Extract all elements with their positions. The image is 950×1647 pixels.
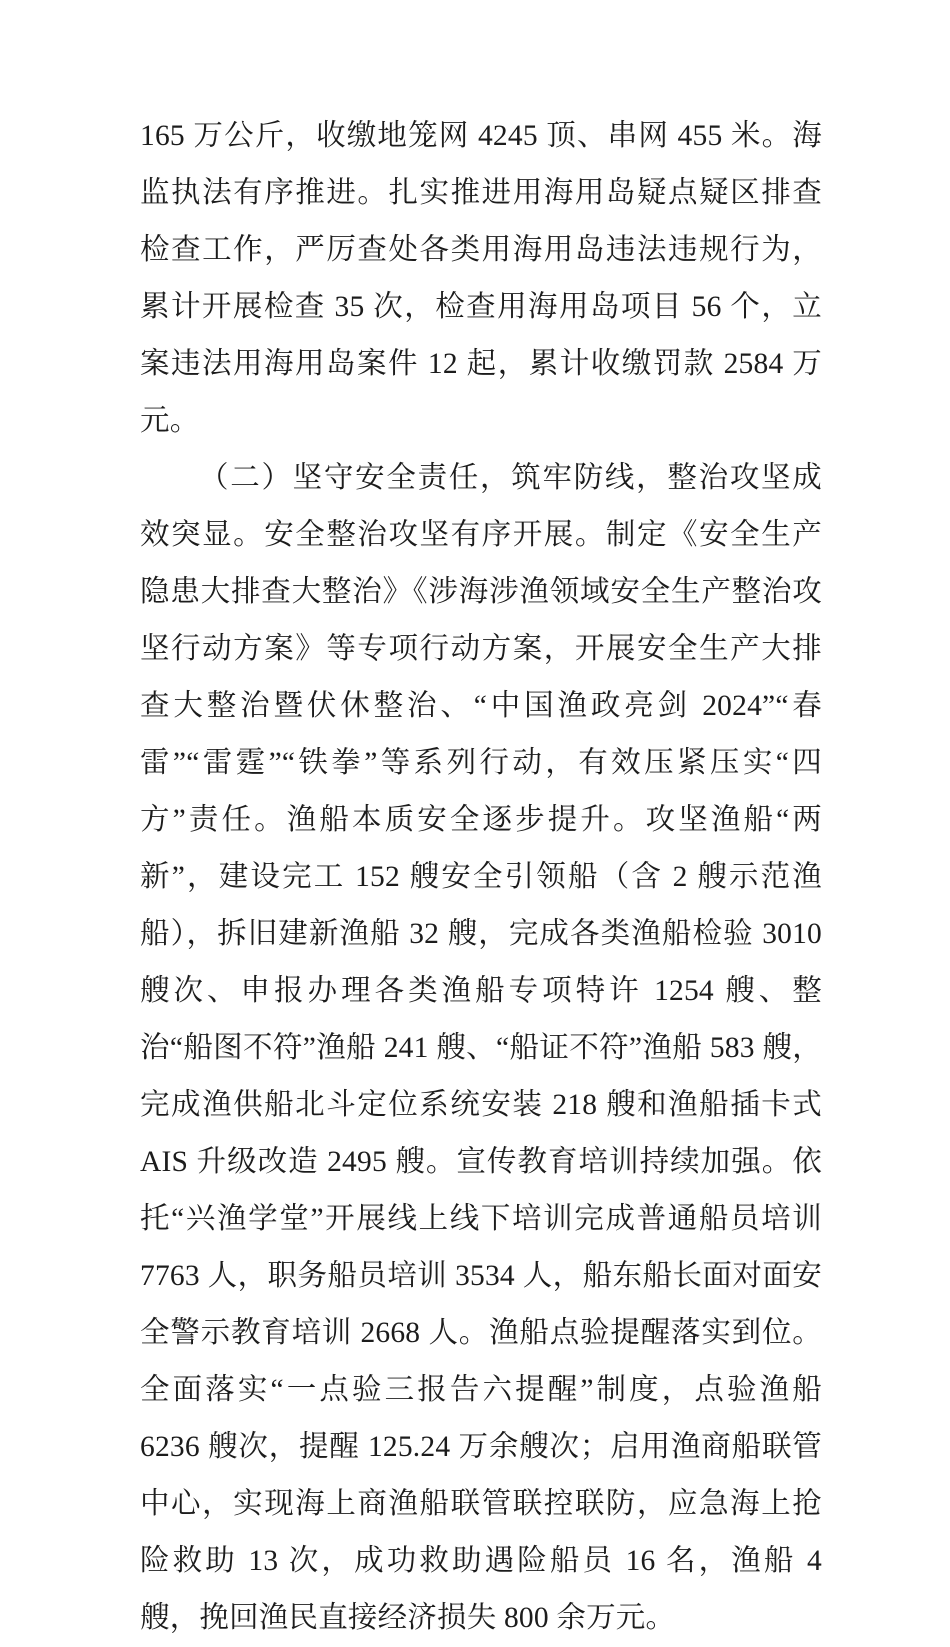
document-body (140, 108, 822, 1647)
paragraph-1: 165 万公斤，收缴地笼网 4245 顶、串网 455 米。海监执法有序推进。扎实推进用海用岛疑点疑区排查检查工作，严厉查处各类用海用岛违法违规行为，累计开展检查 35 次，检查用海用岛项目 56 个，立案违法用海用岛案件 12 起，累计收缴罚款 2584 万元。 (140, 120, 822, 437)
paragraph-2: （二）坚守安全责任，筑牢防线，整治攻坚成效突显。安全整治攻坚有序开展。制定《安全生产隐患大排查大整治》《涉海涉渔领域安全生产整治攻坚行动方案》等专项行动方案，开展安全生产大排查大整治暨伏休整治、“中国渔政亮剑 2024”“春雷”“雷霆”“铁拳”等系列行动，有效压紧压实“四方”责任。渔船本质安全逐步提升。攻坚渔船“两新”，建设完工 152 艘安全引领船（含 2 艘示范渔船），拆旧建新渔船 32 艘，完成各类渔船检验 3010 艘次、申报办理各类渔船专项特许 1254 艘、整治“船图不符”渔船 241 艘、“船证不符”渔船 583 艘，完成渔供船北斗定位系统安装 218 艘和渔船插卡式 AIS 升级改造 2495 艘。宣传教育培训持续加强。依托“兴渔学堂”开展线上线下培训完成普通船员培训 7763 人，职务船员培训 3534 人，船东船长面对面安全警示教育培训 2668 人。渔船点验提醒落实到位。全面落实“一点验三报告六提醒”制度，点验渔船 6236 艘次，提醒 125.24 万余艘次；启用渔商船联管中心，实现海上商渔船联管联控联防，应急海上抢险救助 13 次，成功救助遇险船员 16 名，渔船 4 艘，挽回渔民直接经济损失 800 余万元。 (140, 462, 822, 1634)
